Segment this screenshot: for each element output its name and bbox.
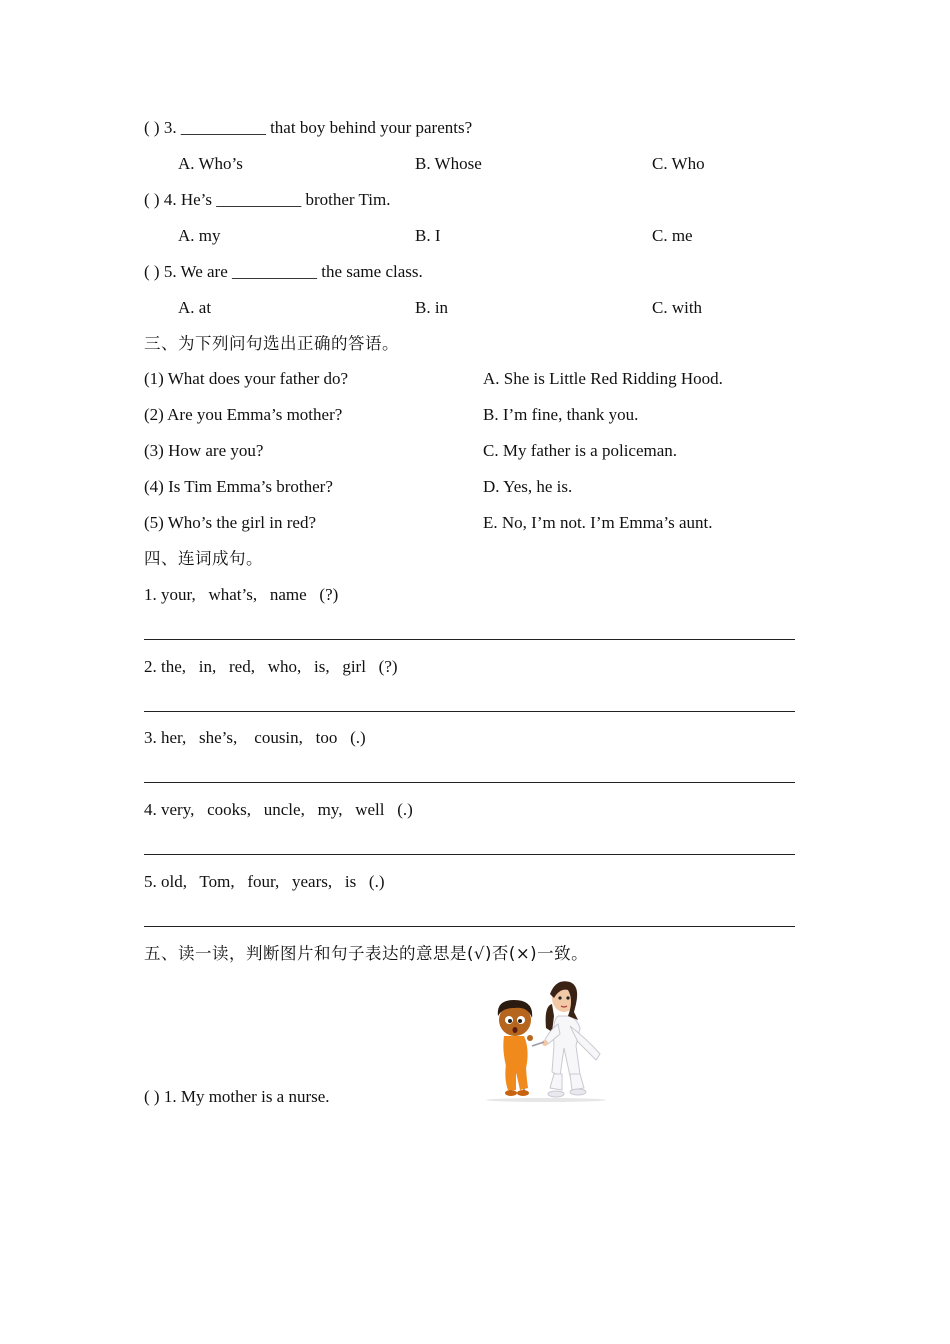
section3-question: (5) Who’s the girl in red? <box>144 513 317 532</box>
q3-stem: ( ) 3. __________ that boy behind your parents? <box>144 118 473 137</box>
q3-option-b: B. Whose <box>415 154 482 173</box>
section3-question: (4) Is Tim Emma’s brother? <box>144 477 333 496</box>
section3-question: (2) Are you Emma’s mother? <box>144 405 343 424</box>
nurse-figure <box>532 981 600 1097</box>
section4-item: 5. old, Tom, four, years, is (.) <box>144 872 385 891</box>
section3-answer: E. No, I’m not. I’m Emma’s aunt. <box>483 513 713 532</box>
q3-option-c: C. Who <box>652 154 705 173</box>
section4-item: 3. her, she’s, cousin, too (.) <box>144 728 366 747</box>
section4-item: 1. your, what’s, name (?) <box>144 585 339 604</box>
section3-answer: A. She is Little Red Ridding Hood. <box>483 369 723 388</box>
q5-option-a: A. at <box>178 298 212 317</box>
section5-title: 五、读一读，判断图片和句子表达的意思是(√)否(×)一致。 <box>144 944 589 963</box>
q4-option-a: A. my <box>178 226 221 245</box>
section3-question: (1) What does your father do? <box>144 369 349 388</box>
q4-option-b: B. I <box>415 226 441 245</box>
answer-line[interactable] <box>144 854 795 855</box>
section3-question: (3) How are you? <box>144 441 264 460</box>
q3-option-a: A. Who’s <box>178 154 243 173</box>
answer-line[interactable] <box>144 782 795 783</box>
section4-item: 4. very, cooks, uncle, my, well (.) <box>144 800 413 819</box>
section4-item: 2. the, in, red, who, is, girl (?) <box>144 657 398 676</box>
section3-answer: C. My father is a policeman. <box>483 441 678 460</box>
q5-option-b: B. in <box>415 298 449 317</box>
q4-stem: ( ) 4. He’s __________ brother Tim. <box>144 190 391 209</box>
nurse-child-illustration <box>482 976 610 1104</box>
answer-line[interactable] <box>144 711 795 712</box>
answer-line[interactable] <box>144 639 795 640</box>
section4-title: 四、连词成句。 <box>144 549 263 568</box>
section3-title: 三、为下列问句选出正确的答语。 <box>144 334 399 353</box>
section3-answer: D. Yes, he is. <box>483 477 573 496</box>
section3-answer: B. I’m fine, thank you. <box>483 405 639 424</box>
q5-stem: ( ) 5. We are __________ the same class. <box>144 262 423 281</box>
q4-option-c: C. me <box>652 226 693 245</box>
answer-line[interactable] <box>144 926 795 927</box>
child-figure <box>498 1000 533 1096</box>
q5-option-c: C. with <box>652 298 703 317</box>
section5-q1: ( ) 1. My mother is a nurse. <box>144 1087 330 1106</box>
